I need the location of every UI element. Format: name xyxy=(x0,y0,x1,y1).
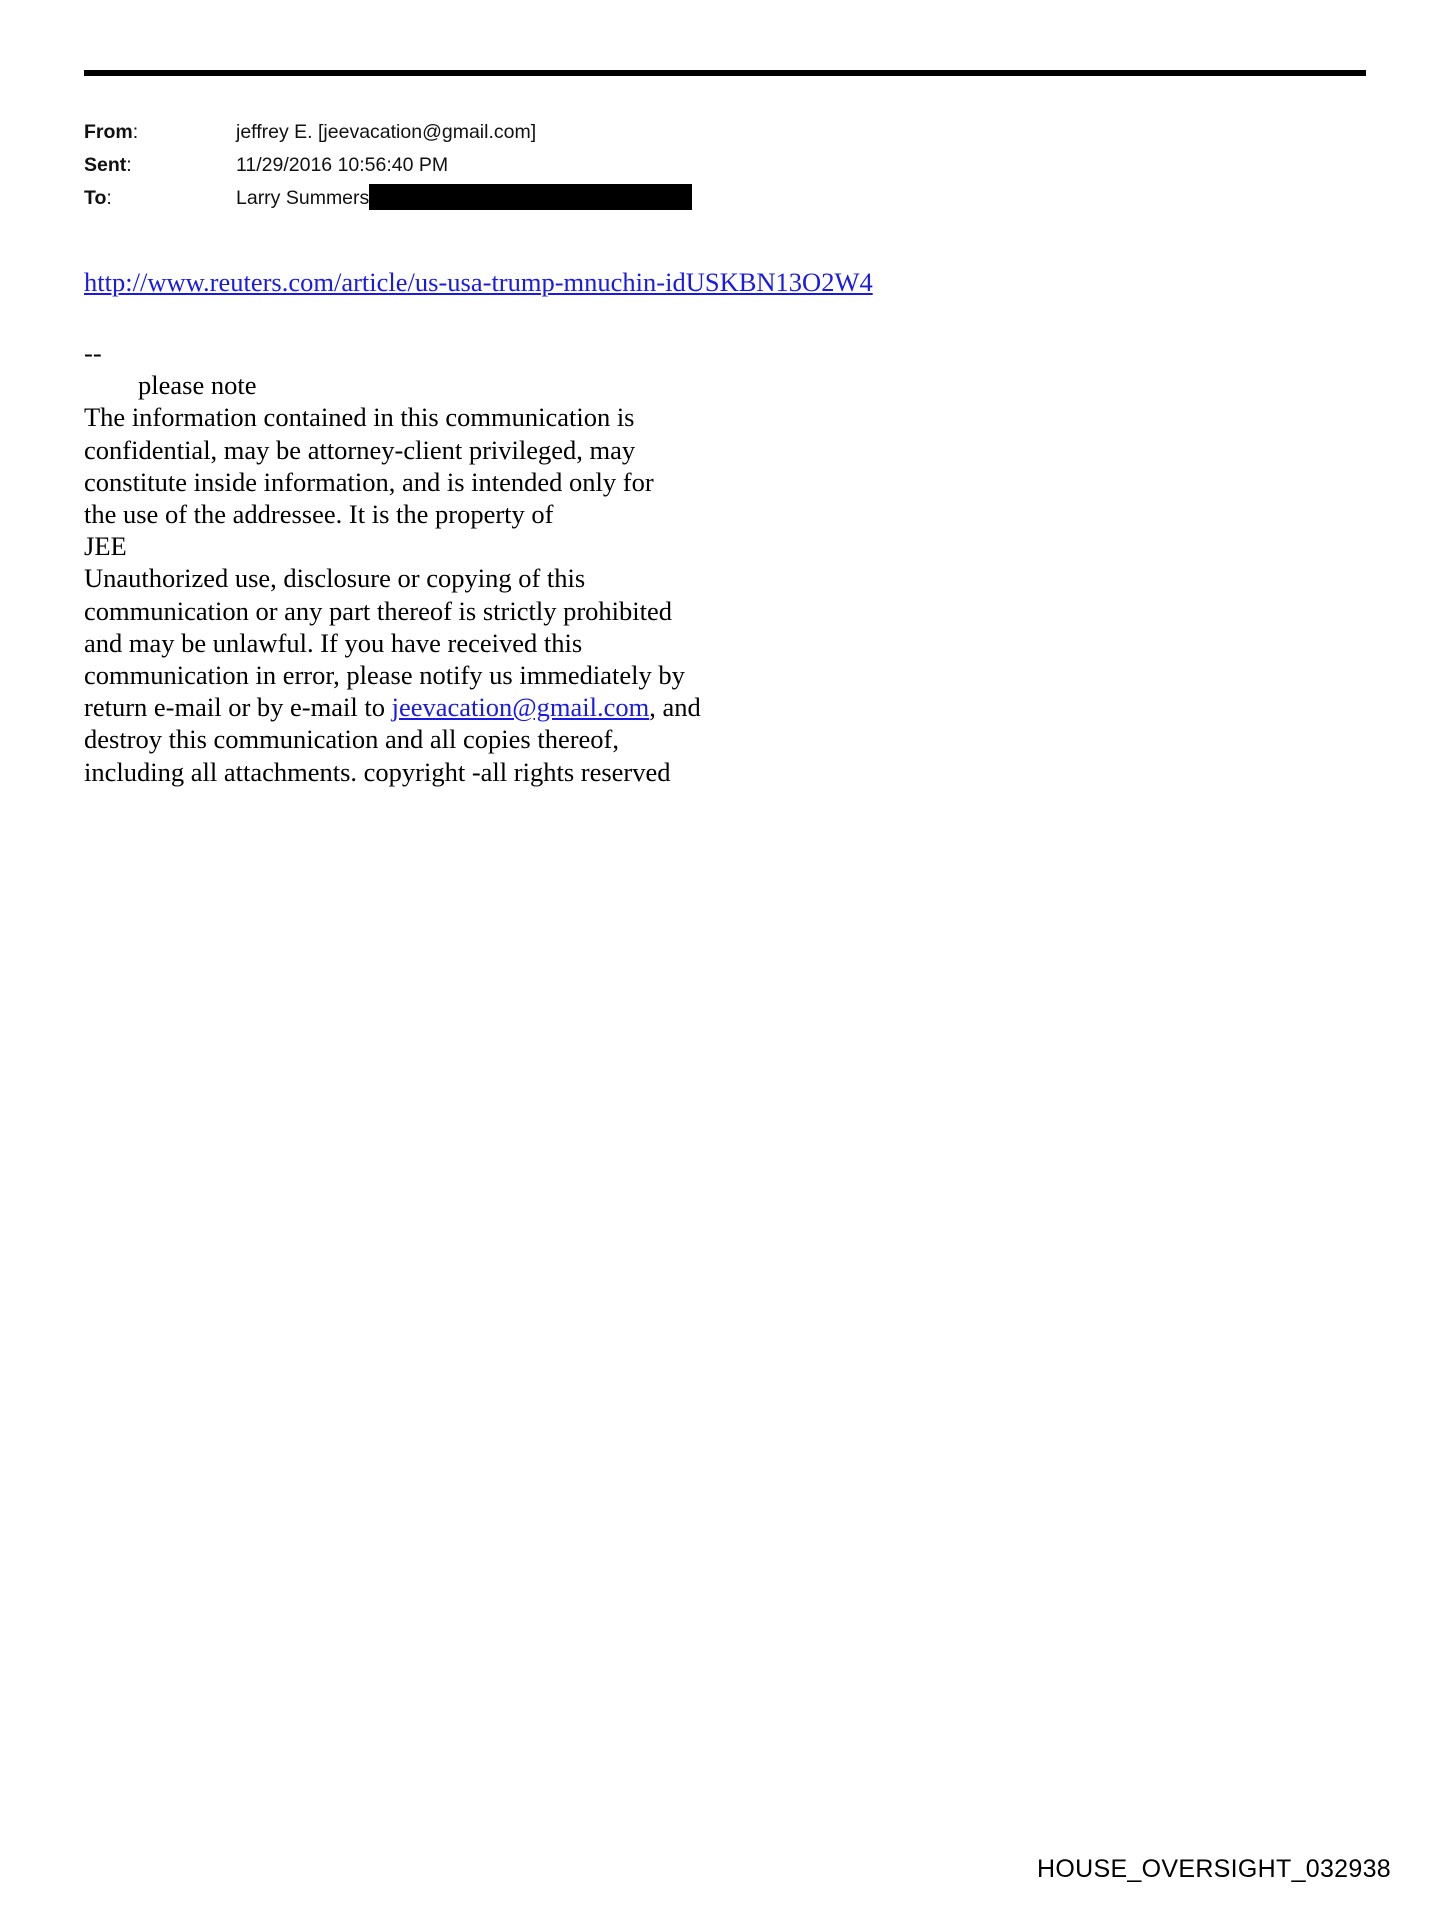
return-line-prefix: return e-mail or by e-mail to xyxy=(84,692,392,723)
body-line: communication in error, please notify us immediately by xyxy=(84,660,685,691)
body-line: Unauthorized use, disclosure or copying of this xyxy=(84,563,586,594)
bates-stamp: HOUSE_OVERSIGHT_032938 xyxy=(1037,1855,1391,1883)
body-line: destroy this communication and all copies thereof, xyxy=(84,724,620,755)
header-label-sent: Sent: xyxy=(84,154,132,176)
header-value-from: jeffrey E. [jeevacation@gmail.com] xyxy=(236,121,537,143)
header-value-to xyxy=(236,182,1284,215)
body-line: The information contained in this communication is xyxy=(84,402,635,433)
email-body xyxy=(84,337,984,788)
body-note-heading: please note xyxy=(138,370,257,401)
body-line: JEE xyxy=(84,531,127,562)
header-row-sent xyxy=(84,149,1284,182)
redaction-bar xyxy=(369,184,692,210)
return-line-suffix: , and xyxy=(649,692,701,723)
body-line-return-email xyxy=(84,691,984,723)
email-link[interactable]: jeevacation@gmail.com xyxy=(391,692,650,723)
body-separator: -- xyxy=(84,338,102,368)
body-line: constitute inside information, and is intended only for xyxy=(84,466,654,497)
header-value-sent: 11/29/2016 10:56:40 PM xyxy=(236,154,449,176)
article-link-anchor[interactable]: http://www.reuters.com/article/us-usa-trump-mnuchin-idUSKBN13O2W4 xyxy=(84,267,873,297)
header-label-to: To: xyxy=(84,187,112,209)
body-line: confidential, may be attorney-client privileged, may xyxy=(84,434,636,465)
header-row-from xyxy=(84,116,1284,149)
recipient-name: Larry Summers xyxy=(236,187,370,209)
body-line: communication or any part thereof is strictly prohibited xyxy=(84,595,672,626)
article-link[interactable] xyxy=(84,265,873,299)
email-header-block xyxy=(84,116,1284,215)
header-label-from: From: xyxy=(84,121,139,143)
body-line: including all attachments. copyright -all rights reserved xyxy=(84,756,671,787)
header-row-to xyxy=(84,182,1284,215)
body-line: and may be unlawful. If you have received this xyxy=(84,627,583,658)
body-line: the use of the addressee. It is the property of xyxy=(84,499,554,530)
header-rule xyxy=(84,70,1366,76)
